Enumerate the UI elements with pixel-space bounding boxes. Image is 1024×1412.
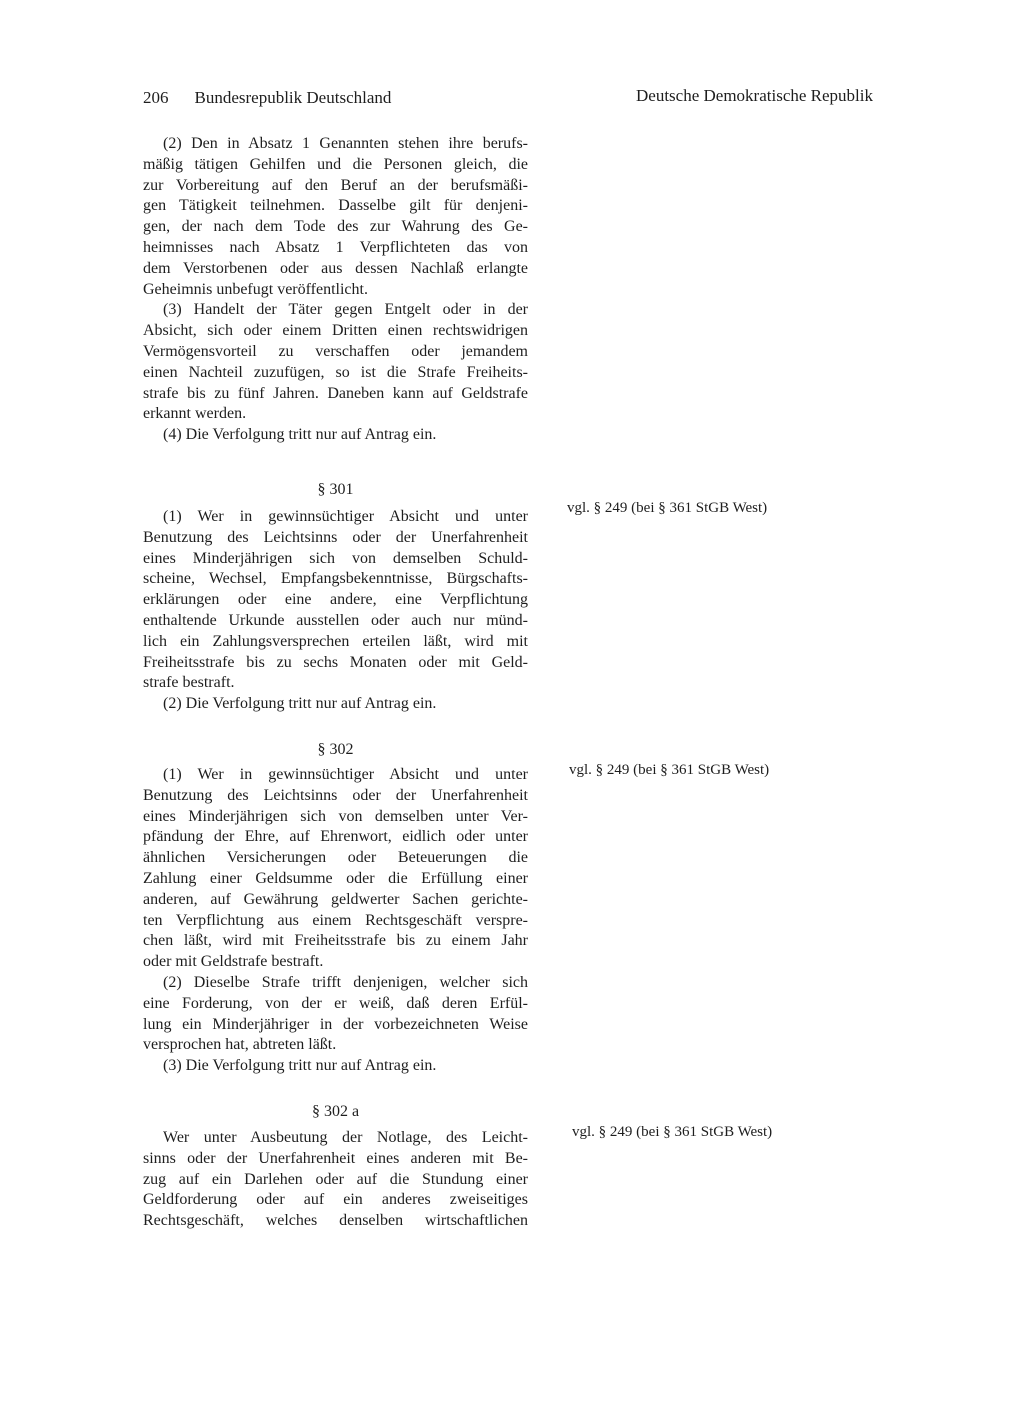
text-line: Vermögensvorteil zu verschaffen oder jemandem — [143, 342, 528, 360]
text-line: chen läßt, wird mit Freiheitsstrafe bis zu einem Jahr — [143, 932, 528, 950]
text-line: gen Tätigkeit teilnehmen. Dasselbe gilt für denjeni- — [143, 197, 528, 215]
section-302-text — [143, 765, 528, 1077]
text-line: versprochen hat, abtreten läßt. — [143, 1036, 337, 1054]
text-line: (4) Die Verfolgung tritt nur auf Antrag ein. — [163, 426, 437, 444]
text-line: (1) Wer in gewinnsüchtiger Absicht und unter — [163, 766, 528, 783]
text-line: (3) Handelt der Täter gegen Entgelt oder in der — [163, 301, 528, 319]
section-heading-302: § 302 — [317, 741, 354, 758]
text-line: Freiheitsstrafe bis zu sechs Monaten oder mit Geld- — [143, 653, 528, 671]
text-line: gen, der nach dem Tode des zur Wahrung des Ge- — [143, 218, 528, 236]
text-line: zug auf ein Darlehen oder auf die Stundung einer — [143, 1170, 528, 1188]
text-line: anderen, auf Gewährung geldwerter Sachen gerichte- — [143, 890, 528, 908]
text-line: (2) Den in Absatz 1 Genannten stehen ihre berufs- — [163, 135, 528, 152]
text-line: lung ein Minderjähriger in der vorbezeichneten Weise — [143, 1015, 528, 1033]
text-line: erklärungen oder eine andere, eine Verpflichtung — [143, 591, 528, 609]
section-heading-301: § 301 — [317, 481, 354, 498]
text-line: eines Minderjährigen sich von demselben unter Ver- — [143, 807, 528, 825]
continued-section-text — [143, 134, 528, 446]
text-line: einen Nachteil zuzufügen, so ist die Strafe Freiheits- — [143, 363, 528, 381]
section-302a-text — [143, 1128, 528, 1232]
text-line: strafe bis zu fünf Jahren. Daneben kann auf Geldstrafe — [143, 384, 528, 402]
text-line: eine Forderung, von der er weiß, daß deren Erfül- — [143, 994, 528, 1012]
text-line: Rechtsgeschäft, welches denselben wirtschaftlichen — [143, 1212, 528, 1230]
text-line: pfändung der Ehre, auf Ehrenwort, eidlich oder unter — [143, 828, 528, 846]
margin-note-301: vgl. § 249 (bei § 361 StGB West) — [567, 500, 768, 516]
text-line: Geheimnis unbefugt veröffentlicht. — [143, 280, 368, 298]
text-line: eines Minderjährigen sich von demselben Schuld- — [143, 549, 528, 567]
text-line: (3) Die Verfolgung tritt nur auf Antrag ein. — [163, 1057, 437, 1075]
text-line: strafe bestraft. — [143, 674, 235, 692]
text-line: sinns oder der Unerfahrenheit eines anderen mit Be- — [143, 1149, 528, 1167]
running-header-left — [143, 88, 391, 108]
text-line: heimnisses nach Absatz 1 Verpflichteten das von — [143, 238, 528, 256]
page-number: 206 — [143, 88, 169, 107]
text-line: Wer unter Ausbeutung der Notlage, des Leicht- — [163, 1129, 528, 1146]
text-line: Benutzung des Leichtsinns oder der Unerfahrenheit — [143, 528, 528, 546]
text-line: ten Verpflichtung aus einem Rechtsgeschäft verspre- — [143, 911, 528, 929]
left-column-title: Bundesrepublik Deutschland — [194, 88, 392, 107]
text-line: mäßig tätigen Gehilfen und die Personen gleich, die — [143, 155, 528, 173]
section-301-text — [143, 507, 528, 715]
text-line: Absicht, sich oder einem Dritten einen rechtswidrigen — [143, 322, 528, 340]
text-line: oder mit Geldstrafe bestraft. — [143, 953, 324, 971]
text-line: (2) Dieselbe Strafe trifft denjenigen, welcher sich — [163, 973, 528, 991]
text-line: enthaltende Urkunde ausstellen oder auch nur münd- — [143, 611, 528, 629]
text-line: (2) Die Verfolgung tritt nur auf Antrag ein. — [163, 695, 437, 713]
text-line: scheine, Wechsel, Empfangsbekenntnisse, Bürgschafts- — [143, 570, 528, 588]
right-column-title: Deutsche Demokratische Republik — [636, 86, 873, 105]
text-line: erkannt werden. — [143, 405, 247, 423]
section-heading-302a: § 302 a — [311, 1103, 360, 1120]
text-line: Benutzung des Leichtsinns oder der Unerfahrenheit — [143, 786, 528, 804]
margin-note-302a: vgl. § 249 (bei § 361 StGB West) — [572, 1124, 773, 1140]
text-line: Geldforderung oder auf ein anderes zweiseitiges — [143, 1191, 528, 1209]
text-line: (1) Wer in gewinnsüchtiger Absicht und unter — [163, 508, 528, 525]
text-line: zur Vorbereitung auf den Beruf an der berufsmäßi- — [143, 176, 528, 194]
margin-note-302: vgl. § 249 (bei § 361 StGB West) — [569, 762, 770, 778]
text-line: lich ein Zahlungsversprechen erteilen läßt, wird mit — [143, 632, 528, 650]
text-line: Zahlung einer Geldsumme oder die Erfüllung einer — [143, 869, 528, 887]
text-line: ähnlichen Versicherungen oder Beteuerungen die — [143, 849, 528, 867]
text-line: dem Verstorbenen oder aus dessen Nachlaß erlangte — [143, 259, 528, 277]
